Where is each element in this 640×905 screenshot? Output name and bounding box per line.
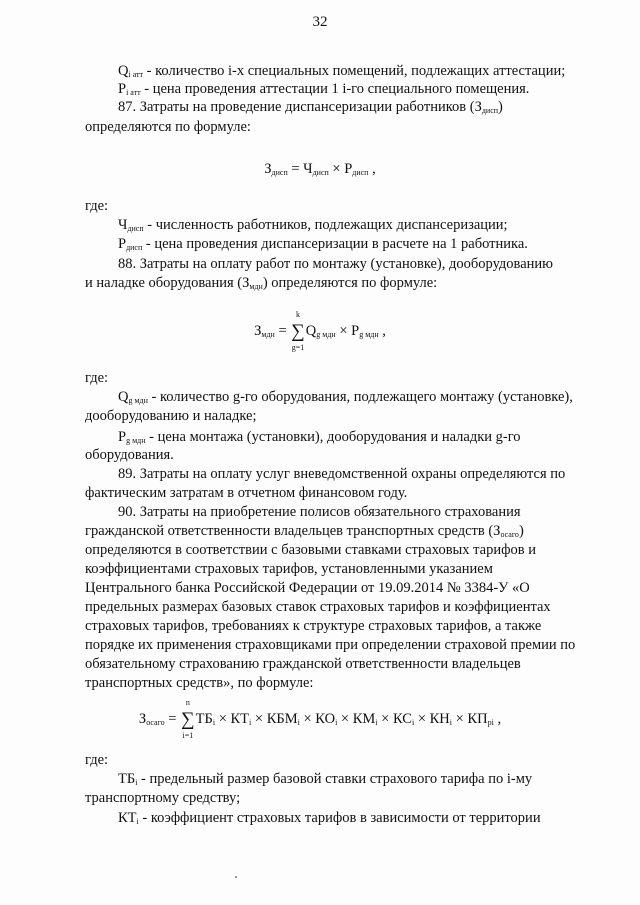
definition-tb: $ТБ_i$ - предельный размер базовой ставки страхового тарифа по i-му bbox=[118, 771, 533, 787]
definition-p-disp: $P_{дисп}$ - цена проведения диспансеризации в расчете на 1 работника. bbox=[118, 236, 528, 252]
summation-sign: ∑ k g=1 bbox=[291, 310, 305, 352]
paragraph-88-line-2: и наладке оборудования $(З_{мдн})$ определяются по формуле: bbox=[85, 275, 438, 291]
definition-q-att: $Q_{i атт}$ - количество i-х специальных помещений, подлежащих аттестации; bbox=[118, 63, 566, 79]
definition-q-mdn: $Q_{g мдн}$ - количество g-го оборудования, подлежащего монтажу (установке), bbox=[118, 389, 573, 405]
formula-osago: $З_{осаго}$ = ∑ n i=1 $ТБ_i \times КТ_i \times КБМ_i \times КО_i \times КМ_i \times КС_i \times КН_i \times КП_{pi}$ , bbox=[138, 698, 502, 740]
definition-kt: $КТ_i$ - коэффициент страховых тарифов в зависимости от территории bbox=[118, 810, 541, 826]
paragraph-88-line-1: 88. Затраты на оплату работ по монтажу (установке), дооборудованию bbox=[118, 256, 553, 272]
scan-speck bbox=[235, 876, 237, 878]
where-label-2: где: bbox=[85, 370, 109, 386]
definition-p-mdn-cont: оборудования. bbox=[85, 447, 174, 463]
summation-sign: ∑ n i=1 bbox=[181, 698, 195, 740]
paragraph-90-line-9: обязательному страхованию гражданской ответственности владельцев bbox=[85, 656, 521, 672]
where-label-1: где: bbox=[85, 198, 109, 214]
paragraph-90-line-6: предельных размерах базовых ставок страховых тарифов и коэффициентах bbox=[85, 599, 551, 615]
formula-installation: $З_{мдн}$ = ∑ k g=1 $Q_{g мдн} \times P_{g мдн}$ , bbox=[254, 310, 386, 352]
paragraph-87-line-2: определяются по формуле: bbox=[85, 119, 251, 135]
paragraph-90-line-2: гражданской ответственности владельцев транспортных средств $(З_{осаго})$ bbox=[85, 523, 524, 539]
paragraph-87-line-1: 87. Затраты на проведение диспансеризации работников $(З_{дисп})$ bbox=[118, 99, 503, 115]
page-number: 32 bbox=[312, 14, 328, 30]
paragraph-89-line-1: 89. Затраты на оплату услуг вневедомственной охраны определяются по bbox=[118, 466, 566, 482]
definition-p-mdn: $P_{g мдн}$ - цена монтажа (установки), дооборудования и наладки g-го bbox=[118, 429, 521, 445]
where-label-3: где: bbox=[85, 752, 109, 768]
paragraph-90-line-8: порядке их применения страховщиками при определении страховой премии по bbox=[85, 637, 576, 653]
paragraph-90-line-7: страховых тарифов, требованиях к структуре страховых тарифов, а также bbox=[85, 618, 542, 634]
paragraph-90-line-1: 90. Затраты на приобретение полисов обязательного страхования bbox=[118, 504, 521, 520]
paragraph-90-line-4: коэффициентами страховых тарифов, установленными указанием bbox=[85, 561, 493, 577]
definition-p-att: $P_{i атт}$ - цена проведения аттестации 1 i-го специального помещения. bbox=[118, 81, 530, 97]
paragraph-90-line-10: транспортных средств», по формуле: bbox=[85, 675, 314, 691]
paragraph-90-line-5: Центрального банка Российской Федерации от 19.09.2014 № 3384-У «О bbox=[85, 580, 530, 596]
definition-tb-cont: транспортному средству; bbox=[85, 790, 241, 806]
formula-dispanserization: $З_{дисп} = Ч_{дисп} \times P_{дисп}$ , bbox=[264, 161, 376, 177]
definition-ch-disp: $Ч_{дисп}$ - численность работников, подлежащих диспансеризации; bbox=[118, 217, 508, 233]
definition-q-mdn-cont: дооборудованию и наладке; bbox=[85, 408, 257, 424]
paragraph-90-line-3: определяются в соответствии с базовыми ставками страховых тарифов и bbox=[85, 542, 536, 558]
paragraph-89-line-2: фактическим затратам в отчетном финансовом году. bbox=[85, 485, 408, 501]
